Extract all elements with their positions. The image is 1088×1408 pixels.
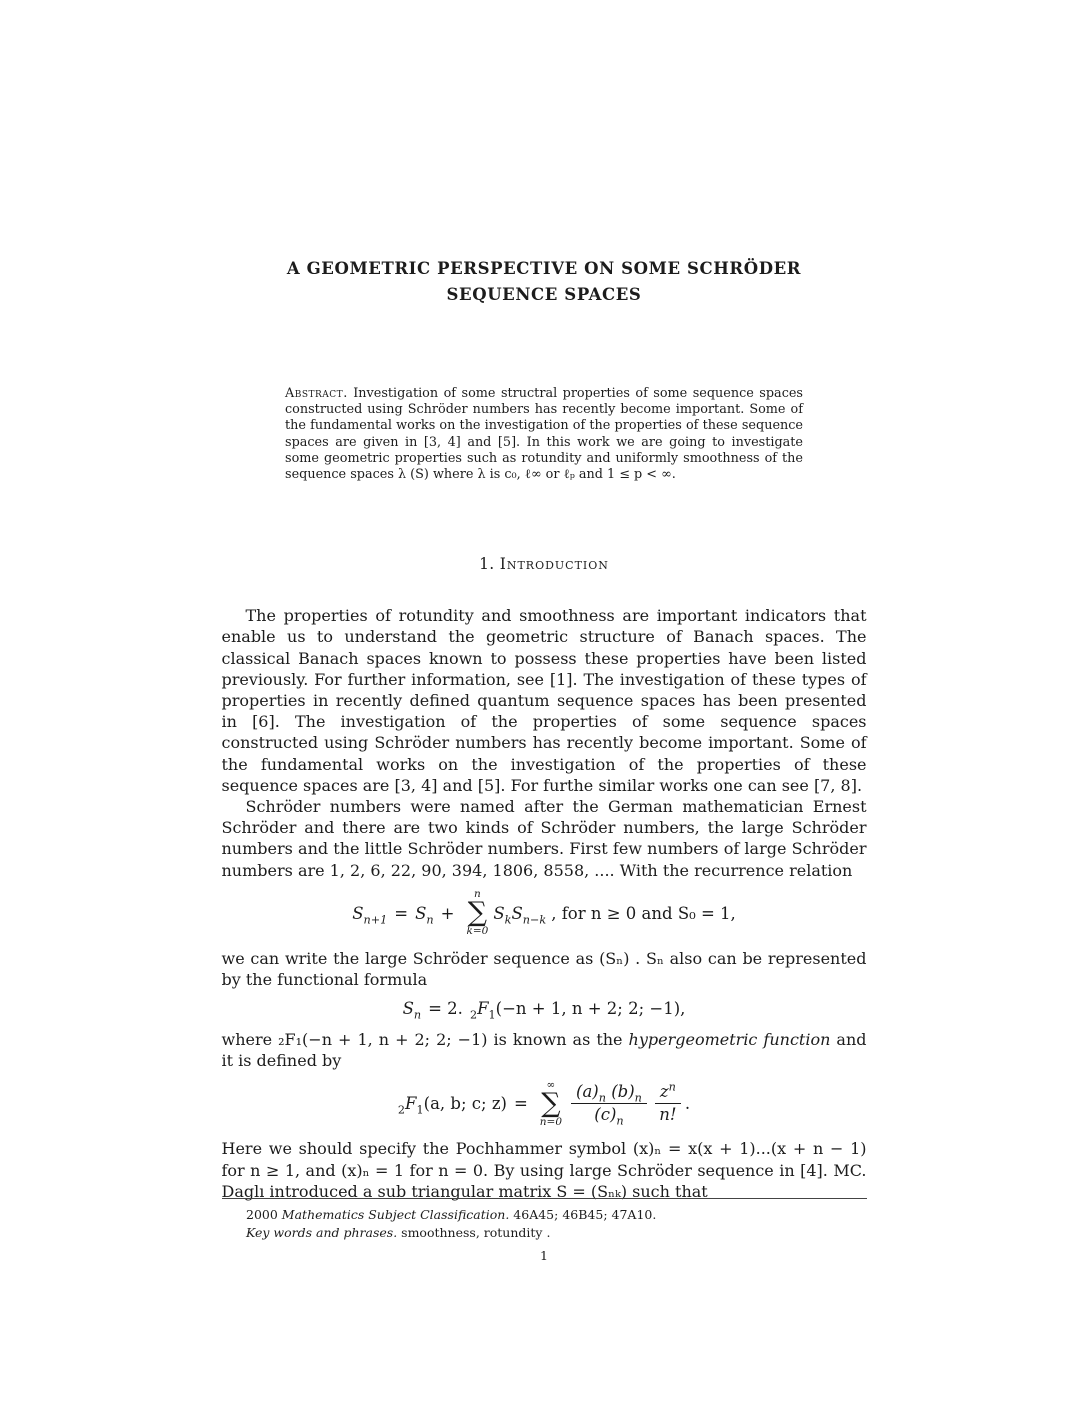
- eq1-term2-subscript: k: [504, 912, 512, 926]
- abstract: [285, 386, 803, 483]
- hypergeometric-function-term: hypergeometric function: [628, 1030, 831, 1050]
- footnote-classification-codes: 46A45; 46B45; 47A10.: [509, 1207, 657, 1222]
- eq2-f-subscript: 1: [488, 1008, 496, 1022]
- footnote-classification: [222, 1206, 867, 1224]
- paragraph-intro-4: [222, 1029, 867, 1071]
- paragraph-intro-3: we can write the large Schröder sequence as (Sₙ) . Sₙ also can be represented by the functional formula: [221, 948, 867, 989]
- summation-symbol: [466, 889, 488, 938]
- sum2-upper-limit: ∞: [546, 1078, 556, 1091]
- eq3-lhs: [397, 1093, 507, 1117]
- introduction-body: [222, 605, 867, 1202]
- eq2-arguments: (−n + 1, n + 2; 2; −1),: [495, 999, 686, 1018]
- eq2-lhs: [402, 998, 422, 1022]
- eq2-f-presubscript: 2: [469, 1008, 478, 1022]
- abstract-text: Investigation of some structral properties of some sequence spaces constructed using Schröder numbers has recently become important. Some of the fundamental works on the investigation of the properties of these sequence spaces are given in [3, 4] and [5]. In this work we are going to investigate some geometric properties such as rotundity and uniformly smoothness of the sequence spaces λ (S) where λ is c₀, ℓ∞ or ℓₚ and 1 ≤ p < ∞.: [285, 386, 803, 483]
- eq3-f-subscript: 1: [416, 1103, 424, 1117]
- pochhammer-fraction: [571, 1082, 647, 1126]
- eq3-f-base: F: [405, 1094, 417, 1114]
- eq3-arguments: (a, b; c; z): [423, 1094, 507, 1114]
- paragraph-intro-5: Here we should specify the Pochhammer symbol (x)ₙ = x(x + 1)...(x + n − 1) for n ≥ 1, and (x)ₙ = 1 for n = 0. By using large Schröder sequence in [4]. MC. Daglı introduced a sub triangular matrix S = (Sₙₖ) such that: [221, 1139, 867, 1201]
- footnote-keywords-label: Key words and phrases.: [246, 1224, 398, 1240]
- eq3-f-presubscript: 2: [397, 1103, 406, 1117]
- sum2-lower-limit: n=0: [539, 1115, 563, 1128]
- paragraph-intro-2: Schröder numbers were named after the German mathematician Ernest Schröder and there are two kinds of Schröder numbers, the large Schröder numbers and the little Schröder numbers. First few numbers of large Schröder numbers are 1, 2, 6, 22, 90, 394, 1806, 8558, .... With the recurrence relation: [221, 797, 867, 880]
- eq1-term1-subscript: n: [426, 912, 434, 926]
- eq3-den: (c): [594, 1105, 617, 1125]
- eq1-equals: =: [394, 903, 409, 923]
- footnotes: [222, 1198, 867, 1241]
- eq3-num-b-sub: n: [634, 1091, 642, 1105]
- eq1-lhs-subscript: n+1: [363, 912, 388, 926]
- z-power-fraction: [655, 1082, 681, 1126]
- paper-title: [222, 256, 867, 308]
- pochhammer-fraction-numerator: [571, 1082, 647, 1105]
- eq3-equals: =: [513, 1094, 528, 1114]
- sigma-icon-2: ∑: [541, 1088, 561, 1120]
- sum-lower-limit: k=0: [466, 925, 489, 938]
- eq3-num-a-sub: n: [598, 1091, 606, 1105]
- section-heading: [222, 555, 867, 573]
- abstract-label: Abstract.: [285, 386, 348, 401]
- eq1-term-2: [493, 903, 511, 924]
- eq2-lhs-subscript: n: [413, 1008, 422, 1022]
- eq2-f-base: F: [477, 999, 489, 1018]
- eq1-term1-base: S: [415, 903, 427, 923]
- paper-title-line-1: A GEOMETRIC PERSPECTIVE ON SOME SCHRÖDER: [286, 259, 802, 278]
- eq3-num2: z: [659, 1081, 669, 1101]
- hypergeometric-symbol: [469, 998, 496, 1022]
- summation-symbol-2: [540, 1080, 562, 1129]
- eq1-term3-subscript: n−k: [522, 912, 547, 926]
- sigma-icon: ∑: [467, 897, 488, 929]
- paragraph-4-after: and it is defined by: [221, 1030, 867, 1071]
- recurrence-equation: [222, 889, 867, 938]
- eq1-term3-base: S: [511, 903, 523, 923]
- z-power-fraction-denominator: n!: [659, 1105, 677, 1125]
- page-number: 1: [540, 1248, 548, 1263]
- section-title: Introduction: [499, 555, 609, 574]
- pochhammer-fraction-denominator: [594, 1104, 623, 1126]
- hypergeometric-definition-equation: [222, 1080, 867, 1129]
- footnote-year: 2000: [246, 1207, 282, 1222]
- eq3-den-sub: n: [616, 1114, 624, 1128]
- eq1-term-1: [415, 903, 434, 924]
- text-column: [222, 0, 867, 1202]
- eq1-lhs-base: S: [352, 903, 364, 923]
- eq2-lhs-base: S: [402, 999, 414, 1018]
- section-number: 1.: [479, 555, 495, 574]
- functional-formula-equation: [222, 998, 867, 1022]
- eq1-term2-base: S: [493, 903, 505, 923]
- eq3-num-a: (a): [576, 1081, 599, 1101]
- footnote-keywords: [222, 1224, 867, 1242]
- paper-title-line-2: SEQUENCE SPACES: [446, 285, 642, 304]
- eq1-lhs: [352, 903, 387, 924]
- eq3-num2-sup: n: [668, 1080, 676, 1094]
- paragraph-4-before: where ₂F₁(−n + 1, n + 2; 2; −1) is known as the: [221, 1030, 629, 1050]
- eq1-term-3: [511, 903, 546, 924]
- eq3-period: .: [684, 1094, 691, 1114]
- footnote-keywords-list: smoothness, rotundity .: [397, 1224, 551, 1240]
- z-power-fraction-numerator: [655, 1082, 681, 1105]
- eq2-rhs-prefix: = 2.: [428, 999, 463, 1018]
- footnote-classification-label: Mathematics Subject Classification.: [281, 1207, 510, 1222]
- eq3-num-b: (b): [611, 1081, 635, 1101]
- sum-upper-limit: n: [474, 887, 481, 900]
- paragraph-intro-1: The properties of rotundity and smoothness are important indicators that enable us to understand the geometric structure of Banach spaces. The classical Banach spaces known to possess these properties have been listed previously. For further information, see [1]. The investigation of these types of properties in recently defined quantum sequence spaces has been presented in [6]. The investigation of the properties of some sequence spaces constructed using Schröder numbers has recently become important. Some of the fundamental works on the investigation of the properties of these sequence spaces are [3, 4] and [5]. For furthe similar works one can see [7, 8].: [221, 606, 867, 795]
- eq1-plus: +: [440, 903, 455, 923]
- eq1-condition: , for n ≥ 0 and S₀ = 1,: [551, 903, 736, 923]
